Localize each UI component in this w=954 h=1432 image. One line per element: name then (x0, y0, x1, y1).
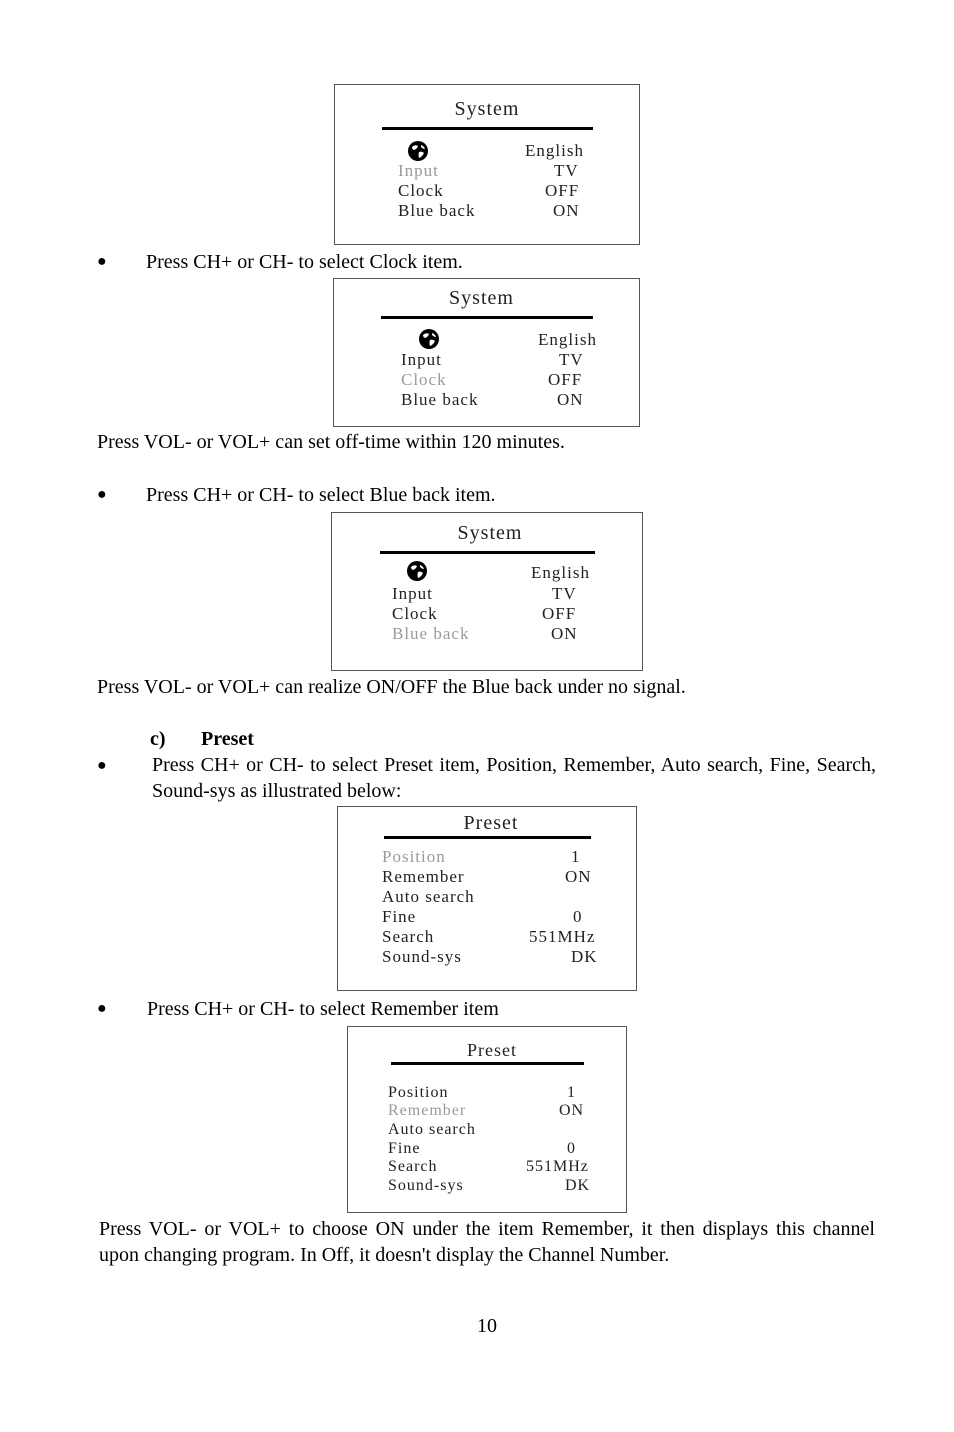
input-label: Input (398, 161, 439, 180)
input-value: TV (552, 584, 577, 603)
menu-divider (391, 1062, 584, 1065)
menu-title: System (457, 522, 523, 544)
input-label: Input (401, 350, 442, 369)
section-title: Preset (201, 728, 254, 750)
system-menu-clock-selected (333, 278, 640, 427)
step-select-clock: Press CH+ or CH- to select Clock item. (146, 251, 463, 273)
step-select-preset: Press CH+ or CH- to select Preset item, Position, Remember, Auto search, Fine, Search, Sound-sys as illustrated below: (152, 754, 876, 802)
language-value: English (531, 563, 590, 582)
blue-back-label: Blue back (401, 390, 479, 409)
menu-title: Preset (463, 812, 519, 834)
globe-icon (407, 140, 429, 162)
remember-label: Remember (388, 1102, 467, 1119)
position-label: Position (382, 847, 446, 866)
menu-title: Preset (467, 1040, 517, 1060)
input-label: Input (392, 584, 433, 603)
fine-label: Fine (388, 1140, 421, 1157)
blue-back-value: ON (551, 624, 578, 643)
menu-title: System (449, 287, 514, 309)
bullet: ● (97, 1000, 107, 1017)
input-value: TV (559, 350, 584, 369)
menu-divider (382, 127, 593, 130)
input-value: TV (554, 161, 579, 180)
position-label: Position (388, 1084, 449, 1101)
bullet: ● (97, 757, 107, 774)
globe-icon (418, 328, 440, 350)
page-number: 10 (477, 1315, 497, 1337)
clock-label: Clock (398, 181, 444, 200)
sound-sys-label: Sound-sys (382, 947, 462, 966)
remember-note: Press VOL- or VOL+ to choose ON under the item Remember, it then displays this channel upon changing program. In Off, it doesn't display the Channel Number. (99, 1218, 875, 1266)
fine-value: 0 (573, 907, 583, 926)
step-select-blue-back: Press CH+ or CH- to select Blue back item. (146, 484, 496, 506)
clock-value: OFF (542, 604, 577, 623)
blue-back-value: ON (557, 390, 584, 409)
search-label: Search (388, 1158, 438, 1175)
blue-back-note: Press VOL- or VOL+ can realize ON/OFF the Blue back under no signal. (97, 676, 686, 698)
system-menu-blue-back-selected (331, 512, 643, 671)
preset-menu-remember-selected (347, 1026, 627, 1213)
system-menu-input-selected (334, 84, 640, 245)
blue-back-label: Blue back (392, 624, 470, 643)
clock-label: Clock (401, 370, 447, 389)
remember-label: Remember (382, 867, 465, 886)
auto-search-label: Auto search (388, 1121, 476, 1138)
fine-value: 0 (567, 1140, 576, 1157)
clock-note: Press VOL- or VOL+ can set off-time within 120 minutes. (97, 431, 565, 453)
sound-sys-value: DK (571, 947, 598, 966)
clock-label: Clock (392, 604, 438, 623)
remember-value: ON (565, 867, 592, 886)
language-value: English (525, 141, 584, 160)
globe-icon (406, 560, 428, 582)
bullet: ● (97, 253, 107, 270)
menu-divider (381, 316, 593, 319)
preset-menu-position-selected (337, 806, 637, 991)
blue-back-label: Blue back (398, 201, 476, 220)
fine-label: Fine (382, 907, 417, 926)
position-value: 1 (571, 847, 581, 866)
clock-value: OFF (548, 370, 583, 389)
sound-sys-value: DK (565, 1177, 591, 1194)
auto-search-label: Auto search (382, 887, 475, 906)
search-label: Search (382, 927, 435, 946)
step-select-remember: Press CH+ or CH- to select Remember item (147, 998, 499, 1020)
search-value: 551MHz (529, 927, 596, 946)
clock-value: OFF (545, 181, 580, 200)
language-value: English (538, 330, 597, 349)
bullet: ● (97, 486, 107, 503)
menu-divider (384, 836, 591, 839)
remember-value: ON (559, 1102, 585, 1119)
blue-back-value: ON (553, 201, 580, 220)
position-value: 1 (567, 1084, 576, 1101)
sound-sys-label: Sound-sys (388, 1177, 464, 1194)
section-letter: c) (150, 728, 166, 750)
menu-divider (380, 551, 595, 554)
menu-title: System (454, 98, 520, 120)
search-value: 551MHz (526, 1158, 589, 1175)
